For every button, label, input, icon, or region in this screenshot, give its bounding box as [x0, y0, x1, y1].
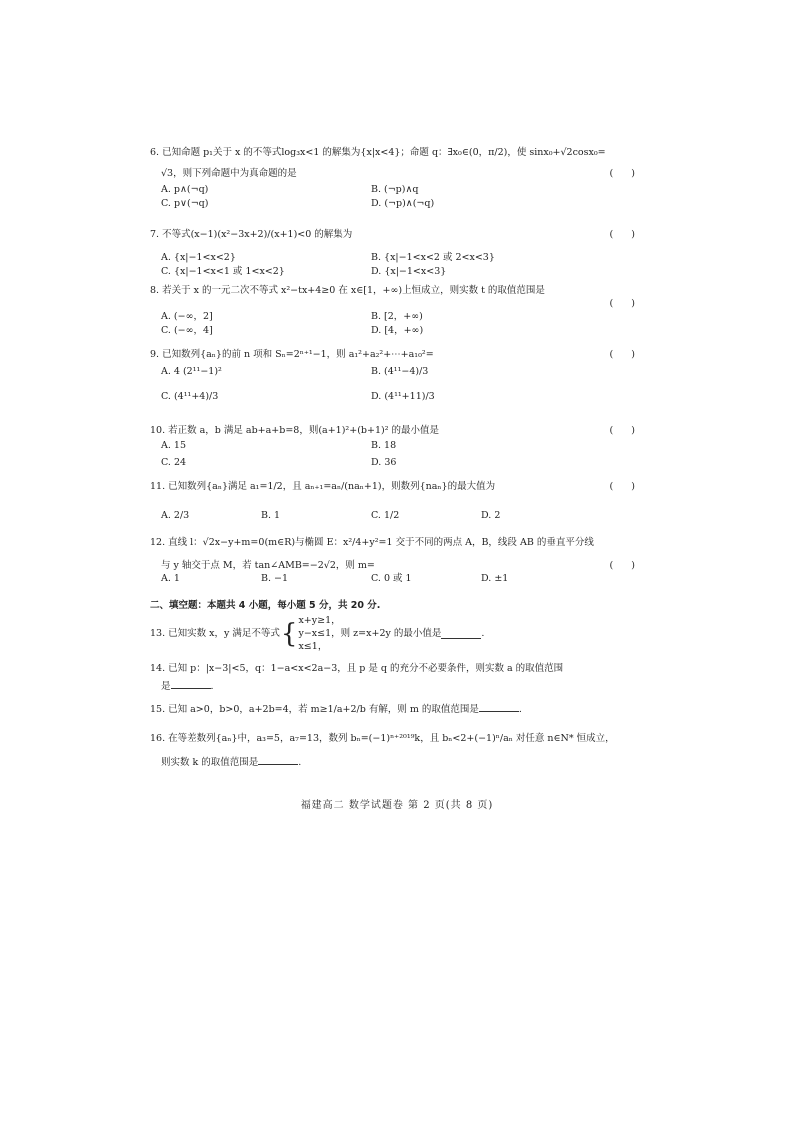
page-footer: 福建高二 数学试题卷 第 2 页(共 8 页) [300, 800, 494, 811]
q11-answer-paren: ( ) [609, 481, 635, 492]
q10-stem: 10. 若正数 a，b 满足 ab+a+b=8，则(a+1)²+(b+1)² 的最小值是 [150, 425, 440, 436]
q16-stem-2: 则实数 k 的取值范围是 [161, 757, 259, 768]
q12-answer-paren: ( ) [609, 560, 635, 571]
question-10 [150, 424, 635, 469]
q7-answer-paren: ( ) [609, 229, 635, 240]
q11-stem: 11. 已知数列{aₙ}满足 a₁=1/2，且 aₙ₊₁=aₙ/(naₙ+1)，则数列{naₙ}的最大值为 [150, 481, 496, 492]
question-9 [150, 348, 635, 403]
q12-stem-2: 与 y 轴交于点 M，若 tan∠AMB=−2√2，则 m= [161, 560, 375, 571]
q16-answer-blank[interactable] [258, 755, 298, 765]
q11-option-b: B. 1 [261, 510, 281, 521]
q10-answer-paren: ( ) [609, 425, 635, 436]
q10-option-a: A. 15 [161, 440, 186, 451]
question-14: 14. 已知 p：|x−3|<5，q：1−a<x<2a−3，且 p 是 q 的充分不必要条件，则实数 a 的取值范围 是 . [150, 662, 635, 693]
q7-option-d: D. {x|−1<x<3} [371, 266, 447, 277]
q9-option-b: B. (4¹¹−4)/3 [371, 366, 429, 377]
q11-option-c: C. 1/2 [371, 510, 400, 521]
q13-ineq-2: y−x≤1， [298, 628, 341, 639]
q14-answer-blank[interactable] [171, 679, 211, 689]
q8-option-a: A. (−∞，2] [161, 311, 213, 322]
q8-option-b: B. [2，+∞) [371, 311, 423, 322]
q12-option-d: D. ±1 [481, 573, 509, 584]
q6-option-c: C. p∨(¬q) [161, 198, 209, 209]
question-13: 13. 已知实数 x，y 满足不等式 { x+y≥1， y−x≤1， x≤1， 则 z=x+2y 的最小值是 . [150, 615, 485, 652]
q13-stem: 13. 已知实数 x，y 满足不等式 [150, 628, 280, 639]
q9-option-c: C. (4¹¹+4)/3 [161, 391, 219, 402]
question-15: 15. 已知 a>0，b>0，a+2b=4，若 m≥1/a+2/b 有解，则 m 的取值范围是 . [150, 704, 522, 715]
q7-option-c: C. {x|−1<x<1 或 1<x<2} [161, 266, 285, 277]
q6-option-d: D. (¬p)∧(¬q) [371, 198, 435, 209]
q15-answer-blank[interactable] [479, 702, 519, 712]
q8-option-d: D. [4，+∞) [371, 325, 424, 336]
q6-option-b: B. (¬p)∧q [371, 184, 419, 195]
question-8 [150, 284, 635, 337]
question-11 [150, 480, 635, 522]
q7-option-a: A. {x|−1<x<2} [161, 252, 236, 263]
q13-stem-2: 则 z=x+2y 的最小值是 [340, 628, 442, 639]
q10-option-c: C. 24 [161, 457, 187, 468]
q13-system [298, 614, 340, 653]
q13-brace: { [280, 618, 298, 649]
q13-ineq-1: x+y≥1， [298, 615, 341, 626]
q8-option-c: C. (−∞，4] [161, 325, 213, 336]
q7-option-b: B. {x|−1<x<2 或 2<x<3} [371, 252, 495, 263]
q6-stem-2: √3，则下列命题中为真命题的是 [161, 168, 297, 179]
q15-stem: 15. 已知 a>0，b>0，a+2b=4，若 m≥1/a+2/b 有解，则 m 的取值范围是 [150, 704, 479, 715]
q9-stem: 9. 已知数列{aₙ}的前 n 项和 Sₙ=2ⁿ⁺¹−1，则 a₁²+a₂²+⋯+a₁₀²= [150, 349, 434, 360]
question-6 [150, 146, 635, 210]
q6-option-a: A. p∧(¬q) [161, 184, 209, 195]
q7-stem: 7. 不等式(x−1)(x²−3x+2)/(x+1)<0 的解集为 [150, 229, 353, 240]
q10-option-d: D. 36 [371, 457, 397, 468]
q12-option-a: A. 1 [161, 573, 180, 584]
q9-answer-paren: ( ) [609, 349, 635, 360]
q16-stem: 16. 在等差数列{aₙ}中，a₃=5，a₇=13，数列 bₙ=(−1)ⁿ⁺²⁰¹⁹k，且 bₙ<2+(−1)ⁿ/aₙ 对任意 n∈N* 恒成立， [150, 733, 615, 744]
q13-ineq-3: x≤1， [298, 641, 328, 652]
q8-answer-paren: ( ) [609, 298, 635, 309]
q12-option-c: C. 0 或 1 [371, 573, 412, 584]
q12-stem: 12. 直线 l：√2x−y+m=0(m∈R)与椭圆 E：x²/4+y²=1 交于不同的两点 A，B，线段 AB 的垂直平分线 [150, 537, 594, 548]
question-12 [150, 536, 635, 585]
q11-option-a: A. 2/3 [161, 510, 190, 521]
q10-option-b: B. 18 [371, 440, 397, 451]
q8-stem: 8. 若关于 x 的一元二次不等式 x²−tx+4≥0 在 x∈[1，+∞)上恒成立，则实数 t 的取值范围是 [150, 285, 545, 296]
q14-stem-2: 是 [161, 681, 171, 692]
question-16: 16. 在等差数列{aₙ}中，a₃=5，a₇=13，数列 bₙ=(−1)ⁿ⁺²⁰¹⁹k，且 bₙ<2+(−1)ⁿ/aₙ 对任意 n∈N* 恒成立， 则实数 k 的取值范围是 . [150, 732, 635, 769]
q14-stem: 14. 已知 p：|x−3|<5，q：1−a<x<2a−3，且 p 是 q 的充分不必要条件，则实数 a 的取值范围 [150, 663, 564, 674]
q11-option-d: D. 2 [481, 510, 501, 521]
q6-answer-paren: ( ) [609, 168, 635, 179]
q9-option-a: A. 4 (2¹¹−1)² [161, 366, 222, 377]
section-2-heading: 二、填空题：本题共 4 小题，每小题 5 分，共 20 分. [150, 600, 381, 611]
q9-option-d: D. (4¹¹+11)/3 [371, 391, 435, 402]
question-7 [150, 228, 635, 278]
q6-stem: 6. 已知命题 p₁关于 x 的不等式log₃x<1 的解集为{x|x<4}；命题 q：∃x₀∈(0，π/2)，使 sinx₀+√2cosx₀= [150, 147, 606, 158]
q12-option-b: B. −1 [261, 573, 289, 584]
q13-answer-blank[interactable] [441, 629, 481, 639]
